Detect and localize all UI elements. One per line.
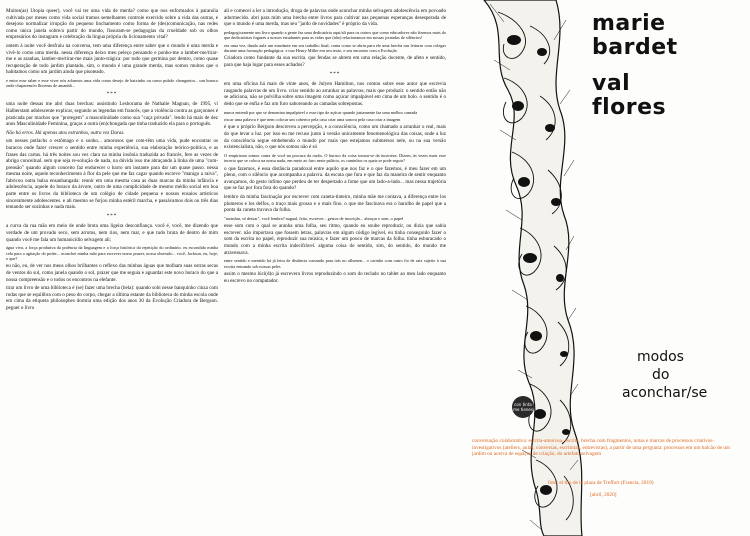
paragraph: ontem à noite você desfraiu na conversa, tem uma diferença entre saber que o mundo é uma merda e vivê-lo como uma merda. nessa diferença deixo meu peleço pensando e ponho-me a lamber-me/tirar-me e as aranhas, lamber-me/tirar-me mais junto-trágica: por tudo que germina por dentro, como quase recuperação de todo jardim plantado, sim, o mundo é uma grande merda, mas somos muitos que o habitamos como um jardim ainda que pisoteado. [6,42,218,76]
marginal-note: água viva, a força produtiva da potência da linguagem e a força histórica da repetição do ordinário. eu escondida minha cela para a agitação do poder... aconchei minha mão para escrever nosso prazer, nossa obsessão... você, Jackson, eu, hoje, o que? [6,245,218,262]
paragraph: lembro da minha fascinação por escrever com caneta-tinteiro, minha mãe me contava, a diferença entre los plumeros e los delfos, o traço mais grosso e o mais fino. o que me fascinava era o barulho de papel que a ponta da caneta travava da folha. [224,193,446,214]
marginal-note: era uma vez, dando aula um estudante em seu trabalho final, conta como se abriu para ele uma brecha nas leituras com colegas durante uma formação pedagógica. e traz Henry Miller em seu texto, e seu encontro com a Evolução [224,42,446,53]
paragraph: em uma oficina há mais de vinte anos, de Julyen Hamilton, nos contou sobre esse autor que escrevia rasgando palavras de um livro. criar sentido ao arranhar as palavras, mais que produzir. o sentido então não se adiciona, não se polvilha sobre uma imagem como açúcar impalpável em cima de um bolo. o sentido é o dedo que se enfia e faz um furo saboreando as camadas sobrepostas. [224,81,446,107]
publisher-logo-icon [512,396,534,418]
paragraph: assim o mesmo lúci(d)o já escrevera livros reproduzindo o som do teclado no tablet ao meu lado enquanto eu escrevo no computador. [224,270,446,284]
paragraph: Muitos(as) Utopia queer), você vai ter uma vida de merda? como que nos enformados à paranóia cultivada por meses como vida social tramos semelhantes controle exercido sobre a vida das outras, e desejoso normalizar irrupção do pequeno linchamento como forma de (des)comunicação, nas redes como única janela sobre/a partir do mundo, fissuram-se pedagogias da crueldade sob os olhos empresários do instagram e celebração da lingua própria do licionamento vital? [6,8,218,41]
marginal-note: "arranhar, só deixar", você lembra? nagual, feito, escrever... gestos de inscrição... abraçar o som, o papel [224,215,404,221]
author-name: bardet [592,35,678,60]
text-column-2 [224,8,446,286]
marginal-note: O empirismo tomou conta de você na procura da razão. O buraco da coisa tomou-se da incerteza. Dizem, às vezes mais esse incerto que se coloca na nossa nada, em meio ao furo neste palácio, os caminhos os quais se pode seguir? [224,152,446,164]
author-name: marie [592,11,666,36]
marginal-note: riscar uma palavra é que nem colocar um cobertor pela casa criar uma sonora pela casa criar a imagem [224,116,401,122]
publication-date: [abril, 2020] [590,492,617,498]
paragraph: eu não, eu, de ver nos meus olhos brilhantes o reflexo das minhas águas que molham suas ostras secas de ventos do sul, como janela quando o sol, prazer que me seguia e aguardar este novo buraco do que a nossa compreensão e o todos os encontros na elefante. [6,263,218,283]
author-name: flores [592,95,667,120]
marginal-note: nunca entendi por que se denomina impalpável o esse tipo de açúcar quando justamente faz uma melhor camada [224,109,418,115]
marginal-note: pedagogicamente um livro quando a gente faz uma dedicatória aqui/ali para os outros que como educadores não fizemos mais do que dedicatórias fugazes a nossos estudantes para as vidas que (não) relacionamos em nossas jornadas de silêncios! [224,29,446,41]
author-name: val [592,71,631,96]
book-title: aconchar/se [622,385,708,401]
paragraph: o que fazemos, é essa distância paradoxal entre aquilo que nos faz e o que fazemos, é meu fazer em um pleno, com o silêncio que acompanha a palavra. da escuta que fura e que faz da maneira de sentir enquanto avançamos, do gesto infimo que perdeu de ter despertado a fome que um lado-a-lado... mas nessa trajetória que se faz por fora fora do quando? [224,165,446,192]
paragraph: esse som com o qual se aranha uma folha, seu ritmo, quando eu soube reproduzir, ou dizia que sabia escrever. não importava que fossem letras, palavras em algum código legível, eu tinha conseguido fazer o som da escrita no papel, reproduzir sua música, e fazer um pouco de marcas da folha. tinha esburacado o mundo com a minha escrita indecifrável. alguma coisa do sentido, sim, do sentido, do mundo me atravessava. [224,223,446,256]
separator: *** [329,71,341,77]
paragraph: ali e comecei a ler a introdução, droga de palavras onde aconchar minha selvagem adolescência em povoado adormecido. abri para mim uma brecha entre livros para cultivar nas pequenas esperanças desesperada de que o mundo é uma merda, mas seu "jardo de novidades" é próprio da vida. [224,8,446,28]
paragraph: Criadora como fundante da sua escrita. que fendas se abrem em uma relação docente, de afeto e sentido, para que haja lugar para esses achados? [224,55,446,68]
back-cover-blurb: conversação colaborativa: escrita-amorosa, escrita, brecha com fragmentos, notas e marcas de processos criativos-investigativos (ateliers, aulas, conversas, escrituras, entrevistas), a partir de uma pergunta: processos em um balcão de um jardim ou acerca de espaços de criação, do artefato selvagem [472,438,731,458]
separator: *** [106,91,118,97]
text-column-1 [6,8,218,314]
separator: *** [106,213,118,219]
book-title: modos [637,349,684,365]
paragraph: um nesses potlachs o estômago e o sonho... amorosos que com-têm uma vida, pude encontrar os buracos onde fazer crescer o sentido entre minha experiência, sua elaboração teórico-política, e as frases das cartas. há três noites sou vez clara na minha insônia traduzida ao francês, fere as vezes de abrigo conceitual. sem que seja re-solução de nada, na dúvida isso me abraçando à linha de uma "com-prensão" quando algum conceito faz endurecer o barro um instante para dar um quase passo. nessa mesma noite, aquele reconhecimento à flor da pele que me faz cagar quando escrevo "manigo a raiva", fabricou outra balsa ensanhangada: reunir em uma mesma casa as duas marcas da minha infância e adolescência, aquele do buraco da árvore, outro de uma cumplicidade de mesmo médio social em boa parte entre os livros da biblioteca de um colégio de cidade pequena e nossos ensaios artísticos sinceramente adolescentes. e ali mesmo se forjou minha estéril marcha, e passávamos dois ou três dias tentando ser sozinhas e nada mais. [6,138,218,211]
paragraph: é que o próprio Bergson descreveu a percepção, e a consciência, como um chamado a arranhar o real, mais do que levar a luz. por isso eu me recuso junto à versão unicamente fenomenológica das coisas, onde a luz da consciência segue embebendo o mundo por mais que estejamos submersos nele, ou na sua versão existencialista, não, o que nós somos não é só [224,124,446,151]
marginal-note: e entre esse saber e esse viver nós achamos uma vida como desejo de baixinho ou como pulsão chongueira... um buraco onde chaparem/es lhicenas de amanhã... [6,77,218,89]
paragraph: tirar um livro de uma biblioteca é (se) fazer uma brecha (bela): quando sobi nesse banquinho cinza com rodas que se equilibra com o peso do corpo, chegar a última estante da biblioteca do minha escola onde em cima da etiqueta philosophes dormia uma edição dos anos 30 da Evolução Criadora de Bergson. peguei o livro [6,285,218,311]
paragraph: uma noite dessas me abri duas brechas: assistindo Lesborama de Nathalie Magnan, de 1995, vi Halberstam adolescente explicar, segundo as legendas em francês, que a violência contra as garçonnes é praticada por machos que "protegem" a masculinidade como sua "caça privada". lendo há mais de dez anos Masculinidade Feminina, graças a outra (en)chongada que tinha traduzido ela para o português. [6,101,218,128]
book-title: do [652,367,670,383]
publisher-logo-text: con tinta me tienes [513,402,533,412]
photo-credit: foto: el tilo de la plaza de Treffort (Francia, 2019) [548,480,654,486]
italic-quote: Não há erros. Há apenas atos estranhos, outra vez Duras. [6,129,125,136]
marginal-note: entre sentido e mentido há já letra de distância cursando para trás no allumen... o carinho com outro fio de raiz sujeito à sua escrita entrando sob nossas peles [224,258,446,269]
paragraph: a curva da rua mão em meio de onde brota uma ligeira desconfiança. você é, você, me dizendo que verdade de um provado seco, sem arrotos, nem rios, nem mar, e que tudo bruta de dentro de mim quando você me fala um humanicídio selvagem ali; [6,223,218,243]
